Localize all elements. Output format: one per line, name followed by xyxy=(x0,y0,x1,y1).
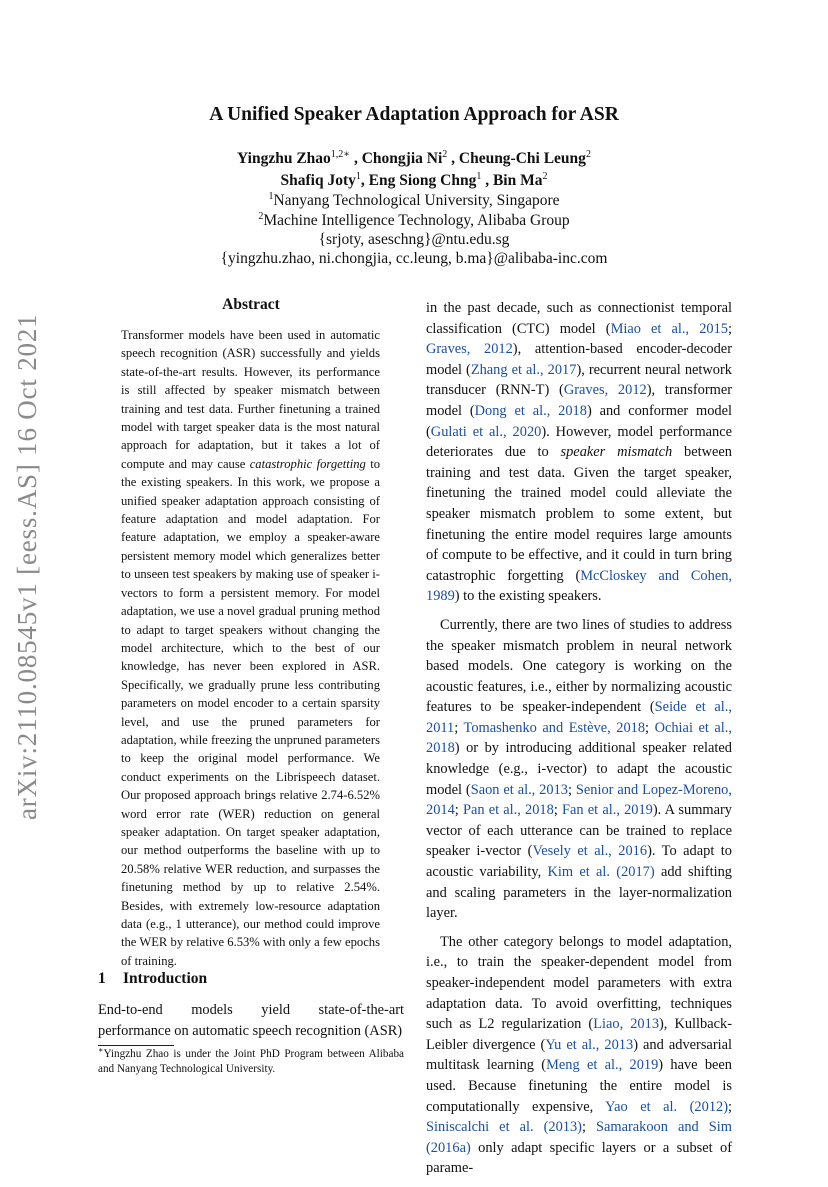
footnote xyxy=(98,1047,404,1077)
author-name: Yingzhu Zhao xyxy=(237,150,331,167)
citation-link[interactable]: Tomashenko and Estève, 2018 xyxy=(463,719,646,736)
body-text: ) to the existing speakers. xyxy=(454,588,602,605)
body-text: ). A summary vector of each utterance can be trained to replace speaker i-vector ( xyxy=(426,802,732,860)
author-affiliation-mark: 1 xyxy=(476,170,482,182)
body-text: ) or by introducing additional speaker related knowledge (e.g., i-vector) to adapt the acoustic model ( xyxy=(426,740,732,798)
author-name: Chongjia Ni xyxy=(361,150,443,167)
paragraph xyxy=(426,298,732,607)
body-text: ; xyxy=(728,1098,732,1115)
author-line-2 xyxy=(0,170,828,191)
footnote-mark: ∗ xyxy=(98,1045,104,1055)
paper-title: A Unified Speaker Adaptation Approach for ASR xyxy=(209,104,619,125)
abstract-emphasis: catastrophic forgetting xyxy=(249,456,366,471)
body-text: between training and test data. Given the target speaker, finetuning the trained model could alleviate the speaker mismatch problem to some extent, but finetuning the entire model requires large amounts of compute to be effective, and it could in turn bring catastrophic forgetting ( xyxy=(426,444,733,584)
author-affiliation-mark: 2 xyxy=(585,148,591,160)
body-text: add shifting and scaling parameters in the layer-normalization layer. xyxy=(426,864,732,922)
citation-link[interactable]: Dong et al., 2018 xyxy=(474,402,587,419)
author-affiliation-mark: 2 xyxy=(442,148,448,160)
citation-link[interactable]: McCloskey and Cohen, 1989 xyxy=(426,567,732,605)
right-column xyxy=(426,298,732,1187)
body-text: only adapt specific layers or a subset of parame- xyxy=(426,1139,732,1177)
affiliation-mark: 2 xyxy=(258,210,264,222)
body-text: ). To adapt to acoustic variability, xyxy=(426,843,732,881)
affiliation-text: Machine Intelligence Technology, Alibaba Group xyxy=(263,212,570,229)
citation-link[interactable]: Fan et al., 2019 xyxy=(562,802,653,819)
arxiv-identifier: arXiv:2110.08545v1 [eess.AS] 16 Oct 2021 xyxy=(12,313,42,820)
body-text: ; xyxy=(728,320,732,337)
citation-link[interactable]: Liao, 2013 xyxy=(593,1016,660,1033)
author-separator: , xyxy=(481,172,493,189)
citation-link[interactable]: Zhang et al., 2017 xyxy=(470,361,577,378)
email-line-1: {srjoty, aseschng}@ntu.edu.sg xyxy=(318,231,510,248)
body-text: ), recurrent neural network transducer (RNN-T) ( xyxy=(426,361,732,399)
footnote-text: Yingzhu Zhao is under the Joint PhD Program between Alibaba and Nanyang Technological University. xyxy=(98,1048,404,1075)
section-title: Introduction xyxy=(123,970,208,987)
citation-link[interactable]: Miao et al., 2015 xyxy=(610,320,728,337)
body-text: Currently, there are two lines of studies to address the speaker mismatch problem in neural network based models. One category is working on the acoustic features, i.e., either by normalizing acoustic features to be speaker-independent ( xyxy=(426,616,732,716)
citation-link[interactable]: Samarakoon and Sim (2016a) xyxy=(426,1119,732,1156)
citation-link[interactable]: Vesely et al., 2016 xyxy=(532,843,648,860)
paragraph xyxy=(426,932,732,1179)
body-text: ) and adversarial multitask learning ( xyxy=(426,1036,732,1074)
author-affiliation-mark: 1,2∗ xyxy=(330,148,351,160)
affiliation-1 xyxy=(0,190,828,211)
body-text: ), attention-based encoder-decoder model ( xyxy=(426,341,732,378)
citation-link[interactable]: Kim et al. (2017) xyxy=(547,864,655,881)
author-separator: , xyxy=(360,172,369,189)
citation-link[interactable]: Saon et al., 2013 xyxy=(470,781,568,798)
affiliation-2 xyxy=(0,210,828,231)
abstract-body xyxy=(121,326,380,970)
footnote-rule xyxy=(98,1045,174,1046)
paragraph xyxy=(426,615,732,924)
author-name: Shafiq Joty xyxy=(280,172,356,189)
body-text: ; xyxy=(567,781,576,798)
abstract-heading: Abstract xyxy=(222,296,280,313)
citation-link[interactable]: Ochiai et al., 2018 xyxy=(426,719,732,757)
abstract-text: to the existing speakers. In this work, we propose a unified speaker adaptation approach consisting of feature adaptation and model adaptation. For feature adaptation, we employ a speaker-aware persistent memory model which generalizes better to unseen test speakers by making use of speaker i-vectors to form a persistent memory. For model adaptation, we use a novel gradual pruning method to adapt to target speakers without changing the model architecture, which to the best of our knowledge, has never been explored in ASR. Specifically, we gradually prune less contributing parameters on model encoder to a certain sparsity level, and use the pruned parameters for adaptation, while freezing the unpruned parameters to keep the original model performance. We conduct experiments on the Librispeech dataset. Our proposed approach brings relative 2.74-6.52% word error rate (WER) reduction on general speaker adaptation. On target speaker adaptation, our method outperforms the baseline with up to 20.58% relative WER reduction, and surpasses the finetuning method by up to relative 2.54%. Besides, with extremely low-resource adaptation data (e.g., 1 utterance), our method could improve the WER by relative 6.53% with only a few epochs of training. xyxy=(121,456,380,968)
body-text: ), transformer model ( xyxy=(426,382,733,419)
affiliation-mark: 1 xyxy=(268,190,274,202)
author-line-1 xyxy=(0,148,828,169)
citation-link[interactable]: Graves, 2012 xyxy=(563,382,647,399)
author-affiliation-mark: 1 xyxy=(355,170,361,182)
body-text: ), Kullback-Leibler divergence ( xyxy=(426,1016,732,1053)
body-text: ; xyxy=(553,802,563,819)
citation-link[interactable]: Yao et al. (2012) xyxy=(605,1098,728,1115)
body-text: ; xyxy=(454,719,464,736)
introduction-text: End-to-end models yield state-of-the-art performance on automatic speech recognition (ASR) xyxy=(98,1002,404,1039)
author-separator: , xyxy=(350,150,362,167)
body-text: ; xyxy=(645,719,655,736)
author-name: Cheung-Chi Leung xyxy=(458,150,586,167)
section-heading-introduction xyxy=(98,970,207,988)
author-affiliation-mark: 2 xyxy=(542,170,548,182)
citation-link[interactable]: Gulati et al., 2020 xyxy=(430,423,542,440)
citation-link[interactable]: Graves, 2012 xyxy=(426,341,513,358)
citation-link[interactable]: Yu et al., 2013 xyxy=(545,1036,634,1053)
citation-link[interactable]: Meng et al., 2019 xyxy=(546,1057,659,1074)
email-line-2: {yingzhu.zhao, ni.chongjia, cc.leung, b.ma}@alibaba-inc.com xyxy=(220,250,608,267)
author-name: Bin Ma xyxy=(492,172,543,189)
citation-link[interactable]: Pan et al., 2018 xyxy=(462,802,554,819)
citation-link[interactable]: Siniscalchi et al. (2013) xyxy=(426,1119,582,1136)
citation-link[interactable]: Senior and Lopez-Moreno, 2014 xyxy=(426,781,732,819)
body-text: ; xyxy=(581,1119,597,1136)
body-text: ). However, model performance deteriorates due to xyxy=(426,423,732,461)
affiliation-text: Nanyang Technological University, Singapore xyxy=(273,192,560,209)
body-text: ; xyxy=(454,802,463,819)
section-number: 1 xyxy=(98,970,106,987)
author-name: Eng Siong Chng xyxy=(368,172,477,189)
emphasis-text: speaker mismatch xyxy=(560,444,673,461)
body-text: ) and conformer model ( xyxy=(426,402,732,440)
body-text: in the past decade, such as connectionist temporal classification (CTC) model ( xyxy=(426,300,732,337)
abstract-text: Transformer models have been used in automatic speech recognition (ASR) successfully and yields state-of-the-art results. However, its performance is still affected by speaker mismatch between training and test data. Further finetuning a trained model with target speaker data is the most natural approach for adaptation, but it takes a lot of compute and may cause xyxy=(121,328,380,471)
citation-link[interactable]: Seide et al., 2011 xyxy=(426,699,732,736)
body-text: ) have been used. Because finetuning the entire model is computationally expensive, xyxy=(426,1057,732,1115)
author-separator: , xyxy=(447,150,459,167)
body-text: The other category belongs to model adaptation, i.e., to train the speaker-dependent model from speaker-independent model parameters with extra adaptation data. To avoid overfitting, techniques such as L2 regularization ( xyxy=(426,933,732,1033)
